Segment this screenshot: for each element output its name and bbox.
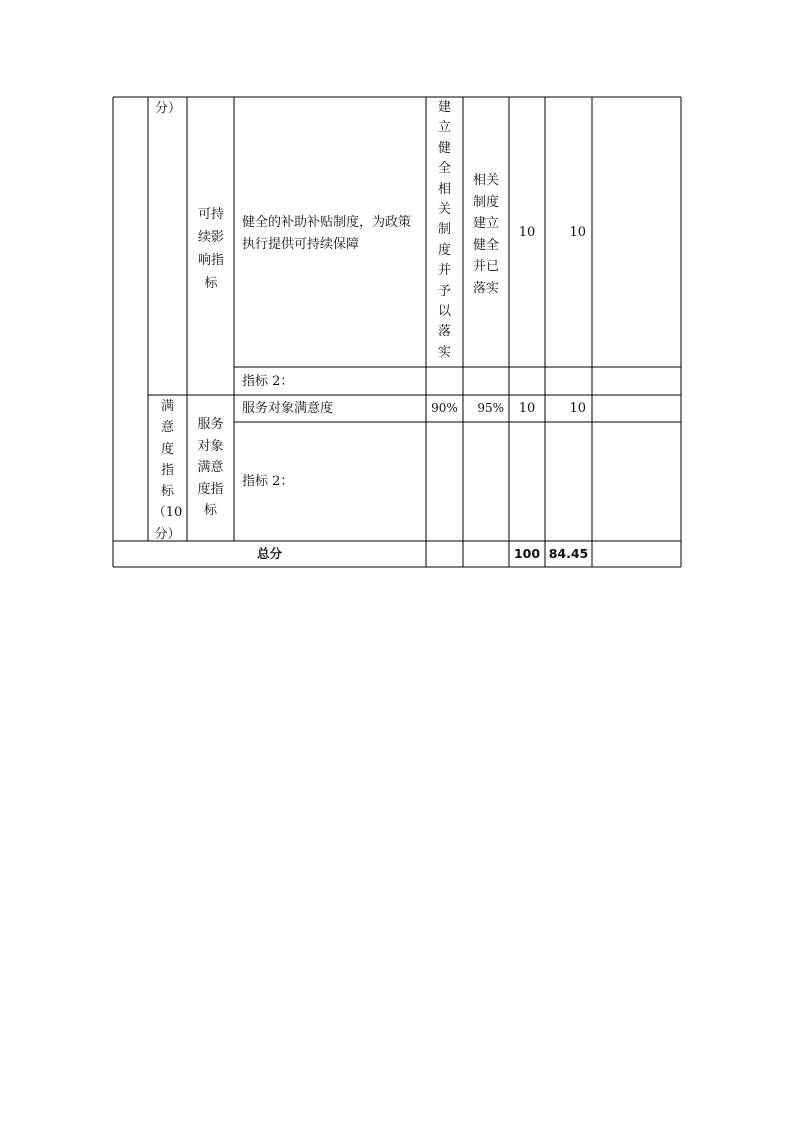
- placeholder-indicator-1: 指标 2：: [242, 374, 294, 389]
- sustainable-target: 建 立 健 全 相 关 制 度 并 予 以 落 实: [437, 100, 451, 360]
- total-weight: 100: [513, 546, 541, 561]
- placeholder-indicator-2: 指标 2：: [242, 474, 294, 489]
- satisfaction-category-label: 满 意 度 指 标 （10 分）: [152, 399, 183, 542]
- satisfaction-weight: 10: [518, 401, 536, 416]
- satisfaction-target: 90%: [431, 401, 458, 415]
- sustainable-content: 健全的补助补贴制度，为政策 执行提供可持续保障: [242, 215, 412, 252]
- category-heading-tail: 分）: [155, 101, 182, 116]
- sustainable-score: 10: [569, 225, 586, 240]
- satisfaction-content: 服务对象满意度: [242, 401, 334, 416]
- sustainable-weight: 10: [518, 225, 536, 240]
- satisfaction-score: 10: [569, 401, 586, 416]
- sustainable-indicator-label: 可持 续影 响指 标: [197, 207, 224, 291]
- total-label: 总分: [256, 546, 282, 561]
- satisfaction-indicator-label: 服务 对象 满意 度指 标: [197, 417, 224, 518]
- satisfaction-actual: 95%: [477, 401, 504, 415]
- sustainable-actual: 相关 制度 建立 健全 并已 落实: [472, 173, 499, 296]
- total-score: 84.45: [548, 546, 589, 561]
